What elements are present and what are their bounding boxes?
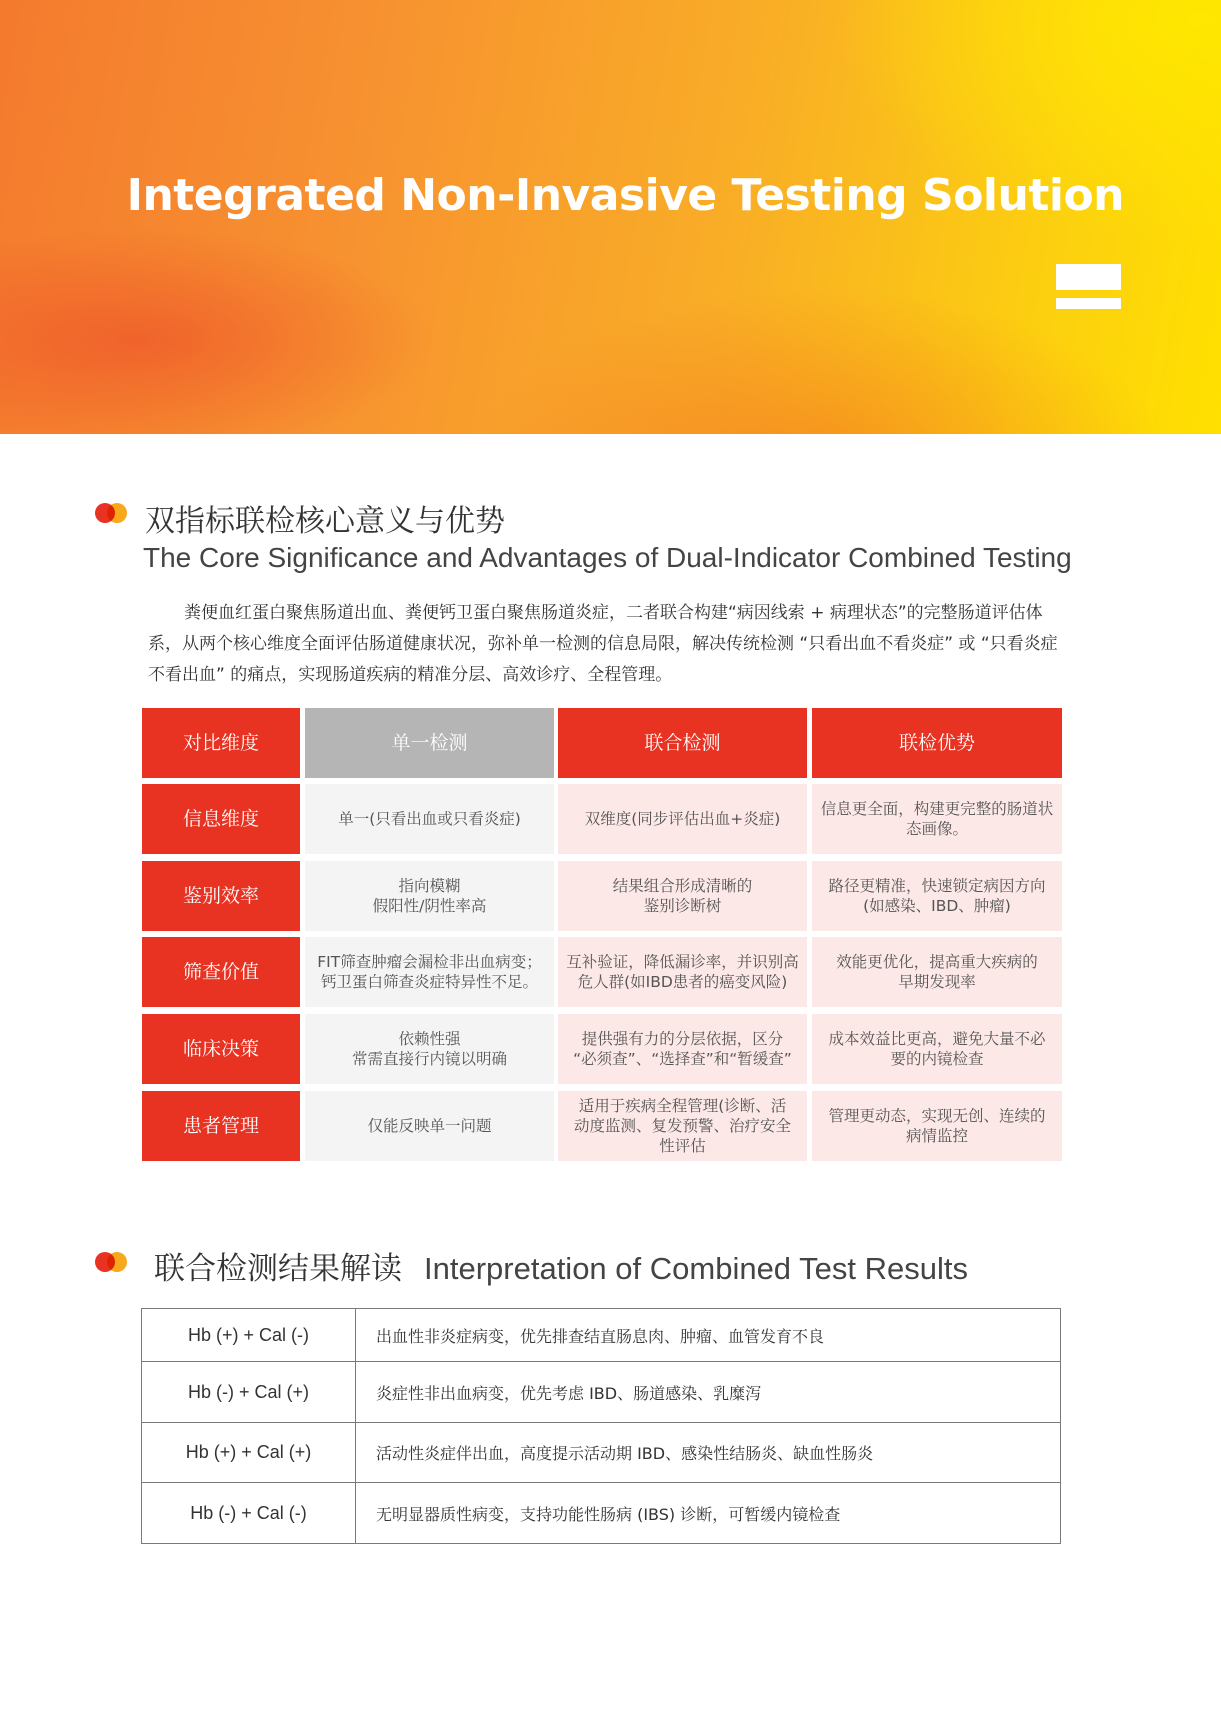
- row-advantage: 管理更动态，实现无创、连续的 病情监控: [812, 1091, 1062, 1161]
- result-value: 活动性炎症伴出血，高度提示活动期 IBD、感染性结肠炎、缺血性肠炎: [376, 1444, 874, 1463]
- results-table: [141, 1308, 1061, 1544]
- table-row: [142, 1014, 1062, 1084]
- section2-title-cn: 联合检测结果解读: [154, 1251, 402, 1287]
- row-single: 指向模糊 假阳性/阴性率高: [305, 861, 554, 931]
- row-single: 依赖性强 常需直接行内镜以明确: [305, 1014, 554, 1084]
- section2-title: [154, 1243, 968, 1288]
- section-dots-icon: [95, 1250, 135, 1274]
- table-row: [142, 861, 1062, 931]
- intro-paragraph: 粪便血红蛋白聚焦肠道出血、粪便钙卫蛋白聚焦肠道炎症，二者联合构建“病因线索 + 病理状态”的完整肠道评估体系，从两个核心维度全面评估肠道健康状况，弥补单一检测的信息局限，解决传统检测 “只看出血不看炎症” 或 “只看炎症不看出血” 的痛点，实现肠道疾病的精准分层、高效诊疗、全程管理。: [148, 603, 1058, 685]
- row-combined: 互补验证，降低漏诊率，并识别高 危人群(如IBD患者的癌变风险): [558, 937, 807, 1007]
- row-single: FIT筛查肿瘤会漏检非出血病变； 钙卫蛋白筛查炎症特异性不足。: [305, 937, 554, 1007]
- result-key: Hb (+) + Cal (-): [142, 1309, 356, 1361]
- table-row: [142, 1361, 1060, 1422]
- result-value: 炎症性非出血病变，优先考虑 IBD、肠道感染、乳糜泻: [376, 1383, 762, 1403]
- row-dimension: 筛查价值: [142, 937, 300, 1007]
- banner-logo-mark: [1056, 264, 1121, 309]
- logo-bar-bottom: [1056, 298, 1121, 309]
- row-dimension: 鉴别效率: [142, 861, 300, 931]
- row-combined: 适用于疾病全程管理(诊断、活 动度监测、复发预警、治疗安全 性评估: [558, 1091, 807, 1161]
- row-advantage: 信息更全面，构建更完整的肠道状态画像。: [812, 784, 1062, 854]
- table-row: [142, 1091, 1062, 1161]
- table-row: [142, 784, 1062, 854]
- row-advantage: 效能更优化，提高重大疾病的 早期发现率: [812, 937, 1062, 1007]
- row-combined: 结果组合形成清晰的 鉴别诊断树: [558, 861, 807, 931]
- row-single: 单一(只看出血或只看炎症): [305, 784, 554, 854]
- row-dimension: 信息维度: [142, 784, 300, 854]
- result-value: 出血性非炎症病变，优先排查结直肠息肉、肿瘤、血管发育不良: [376, 1326, 825, 1346]
- result-key: Hb (-) + Cal (-): [142, 1483, 356, 1543]
- row-dimension: 临床决策: [142, 1014, 300, 1084]
- result-key: Hb (-) + Cal (+): [142, 1362, 356, 1422]
- section1-intro: [148, 598, 1068, 691]
- table-row: [142, 1482, 1060, 1543]
- banner-title: Integrated Non-Invasive Testing Solution: [126, 170, 1124, 221]
- row-single: 仅能反映单一问题: [305, 1091, 554, 1161]
- row-dimension: 患者管理: [142, 1091, 300, 1161]
- table-header-row: [142, 708, 1062, 778]
- table-row: [142, 937, 1062, 1007]
- result-value: 无明显器质性病变，支持功能性肠病 (IBS) 诊断，可暂缓内镜检查: [376, 1504, 841, 1524]
- header-combined: 联合检测: [558, 708, 807, 778]
- row-advantage: 成本效益比更高，避免大量不必 要的内镜检查: [812, 1014, 1062, 1084]
- table-row: [142, 1422, 1060, 1482]
- hero-banner: [0, 0, 1221, 434]
- section1-title-en: The Core Significance and Advantages of Dual-Indicator Combined Testing: [143, 542, 1072, 573]
- row-advantage: 路径更精准，快速锁定病因方向 (如感染、IBD、肿瘤): [812, 861, 1062, 931]
- logo-bar-top: [1056, 264, 1121, 290]
- header-advantage: 联检优势: [812, 708, 1062, 778]
- header-dimension: 对比维度: [142, 708, 300, 778]
- row-combined: 双维度(同步评估出血+炎症): [558, 784, 807, 854]
- result-key: Hb (+) + Cal (+): [142, 1423, 356, 1482]
- section1-title-cn: 双指标联检核心意义与优势: [145, 504, 505, 539]
- header-single: 单一检测: [305, 708, 554, 778]
- section-dots-icon: [95, 501, 135, 525]
- row-combined: 提供强有力的分层依据，区分 “必须查”、“选择查”和“暂缓查”: [558, 1014, 807, 1084]
- section2-title-en: Interpretation of Combined Test Results: [424, 1251, 968, 1286]
- table-row: [142, 1309, 1060, 1361]
